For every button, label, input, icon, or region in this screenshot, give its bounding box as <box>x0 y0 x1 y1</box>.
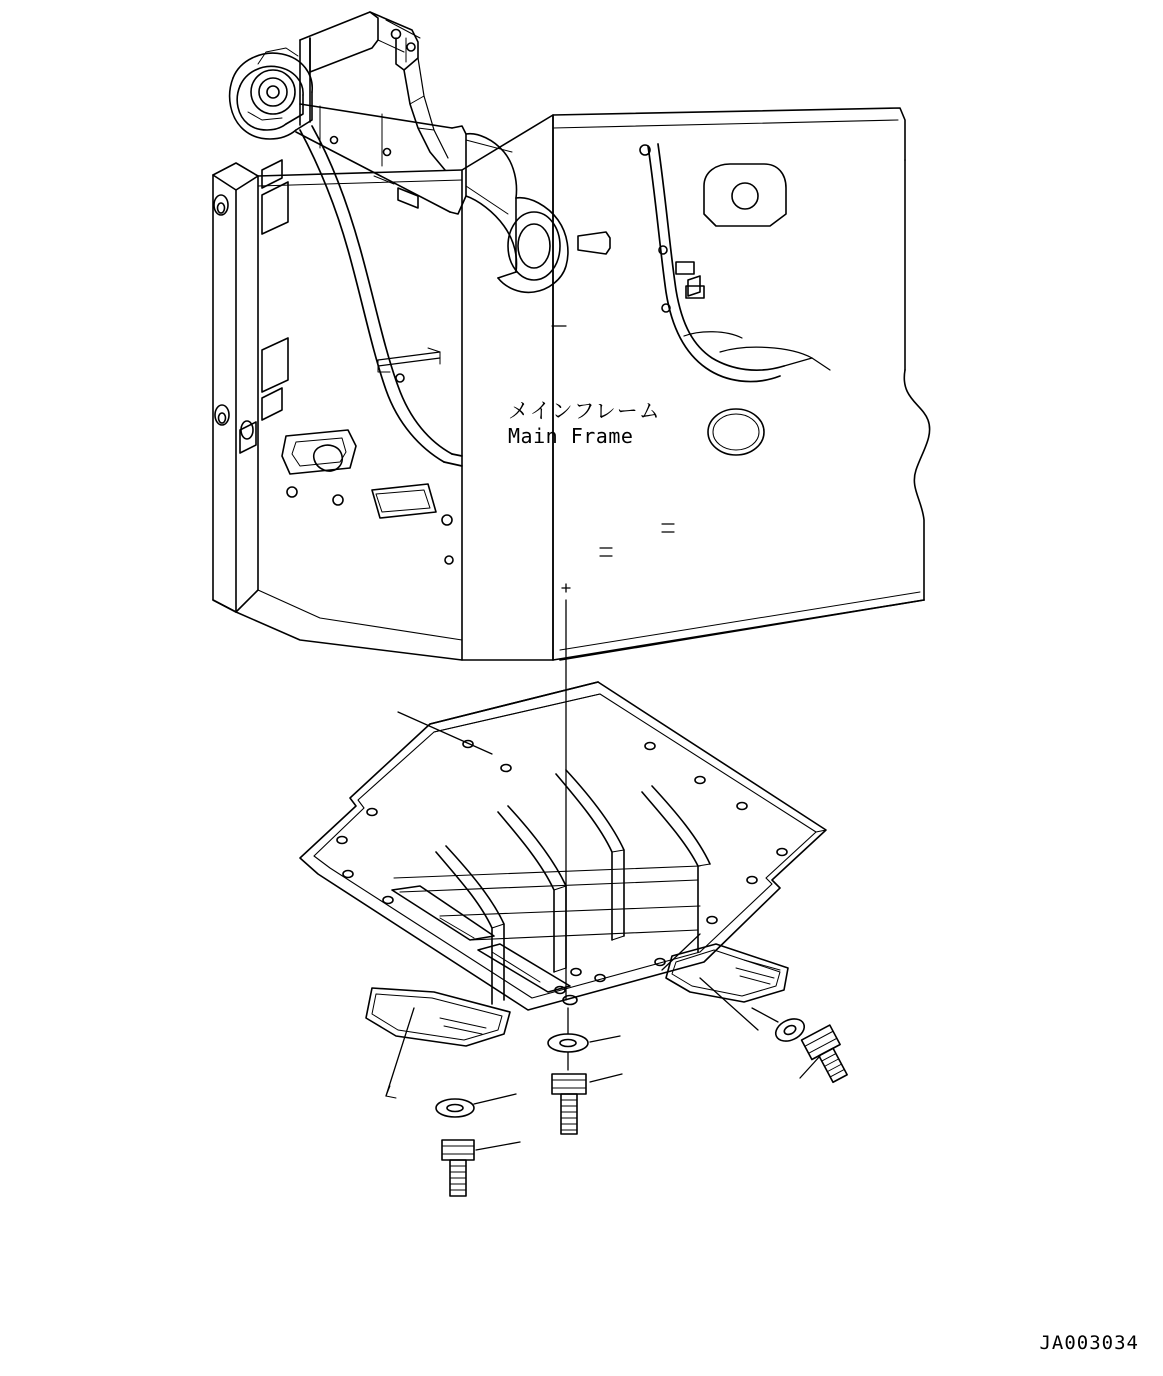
washer-center-group <box>548 1034 588 1052</box>
main-frame-label-jp: メインフレーム <box>508 399 661 423</box>
bolt-left-group <box>442 1140 474 1196</box>
drawing-number: JA003034 <box>1039 1332 1139 1354</box>
main-frame-group <box>213 12 930 660</box>
bolt-center-group <box>552 1074 586 1134</box>
washer-left-group <box>436 1099 474 1117</box>
leader-lines <box>386 584 820 1150</box>
left-bracket-group <box>366 988 510 1046</box>
right-bracket-group <box>666 944 788 1002</box>
bolt-right-group <box>802 1025 855 1086</box>
main-frame-label-en: Main Frame <box>508 424 634 449</box>
